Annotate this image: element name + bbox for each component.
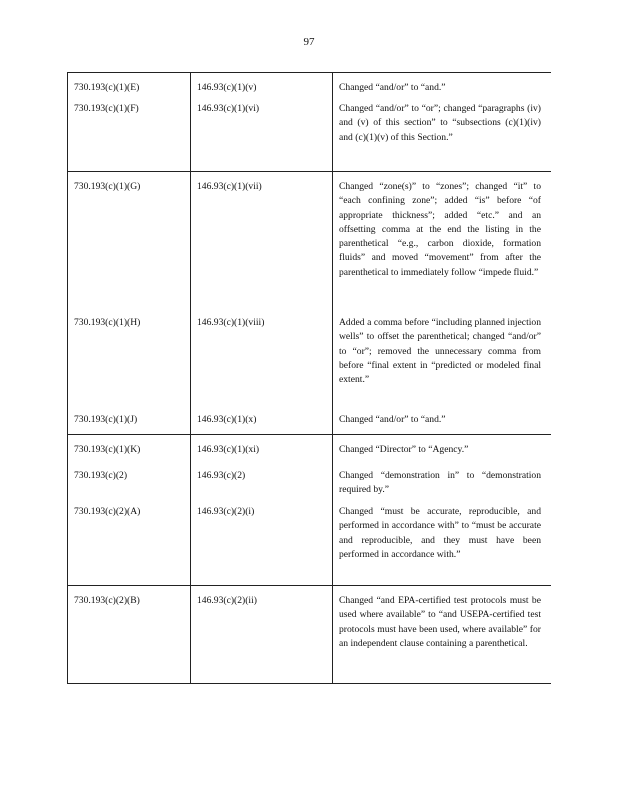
change-note-cell (333, 435, 552, 586)
change-note: Changed “and/or” to “and.” (339, 414, 446, 425)
change-note-cell (333, 586, 552, 684)
table-row (68, 73, 552, 172)
table-row (68, 172, 552, 435)
section-cell (68, 172, 191, 435)
section-cell (68, 435, 191, 586)
change-note-cell (333, 73, 552, 172)
section-number: 730.193(c)(1)(K) (74, 444, 141, 455)
amendments-table (67, 72, 551, 684)
federal-cite: 146.93(c)(2) (197, 470, 246, 481)
federal-cite: 146.93(c)(2)(i) (197, 506, 255, 517)
federal-cite: 146.93(c)(1)(v) (197, 82, 257, 93)
change-note: Changed “and EPA-certified test protocols must be used where available” to “and USEPA-certified test protocols must have been used, where available” for an independent clause containing a parenthetical. (339, 595, 541, 649)
section-number: 730.193(c)(1)(H) (74, 317, 141, 328)
change-note: Changed “Director” to “Agency.” (339, 444, 469, 455)
federal-cite-cell (191, 586, 333, 684)
federal-cite: 146.93(c)(1)(vii) (197, 181, 262, 192)
page-number: 97 (303, 36, 315, 48)
section-number: 730.193(c)(1)(G) (74, 181, 141, 192)
section-cell (68, 73, 191, 172)
federal-cite-cell (191, 172, 333, 435)
federal-cite: 146.93(c)(2)(ii) (197, 595, 257, 606)
change-note: Changed “and/or” to “or”; changed “paragraphs (iv) and (v) of this section” to “subsections (c)(1)(iv) and (c)(1)(v) of this Section.” (339, 103, 541, 143)
federal-cite: 146.93(c)(1)(vi) (197, 103, 260, 114)
section-number: 730.193(c)(1)(F) (74, 103, 139, 114)
change-note: Changed “zone(s)” to “zones”; changed “it” to “each confining zone”; added “is” before “of appropriate thickness”; added “etc.” and an offsetting comma at the end the listing in the parenthetical “e.g., carbon dioxide, formation fluids” and moved “movement” from after the parenthetical to immediately follow “impede fluid.” (339, 181, 541, 278)
section-number: 730.193(c)(1)(J) (74, 414, 138, 425)
federal-cite-cell (191, 435, 333, 586)
change-note: Changed “and/or” to “and.” (339, 82, 446, 93)
change-note: Added a comma before “including planned injection wells” to offset the parenthetical; changed “and/or” to “or”; removed the unnecessary comma from before “final extent in “predicted or modeled final extent.” (339, 317, 541, 386)
section-number: 730.193(c)(2)(B) (74, 595, 140, 606)
change-note: Changed “must be accurate, reproducible, and performed in accordance with” to “must be accurate and reproducible, and they must have been performed in accordance with.” (339, 506, 541, 560)
section-number: 730.193(c)(1)(E) (74, 82, 140, 93)
federal-cite: 146.93(c)(1)(viii) (197, 317, 265, 328)
change-note: Changed “demonstration in” to “demonstration required by.” (339, 470, 541, 496)
federal-cite: 146.93(c)(1)(x) (197, 414, 257, 425)
federal-cite: 146.93(c)(1)(xi) (197, 444, 260, 455)
change-note-cell (333, 172, 552, 435)
table-row (68, 586, 552, 684)
section-number: 730.193(c)(2)(A) (74, 506, 141, 517)
section-cell (68, 586, 191, 684)
section-number: 730.193(c)(2) (74, 470, 128, 481)
table-row (68, 435, 552, 586)
federal-cite-cell (191, 73, 333, 172)
